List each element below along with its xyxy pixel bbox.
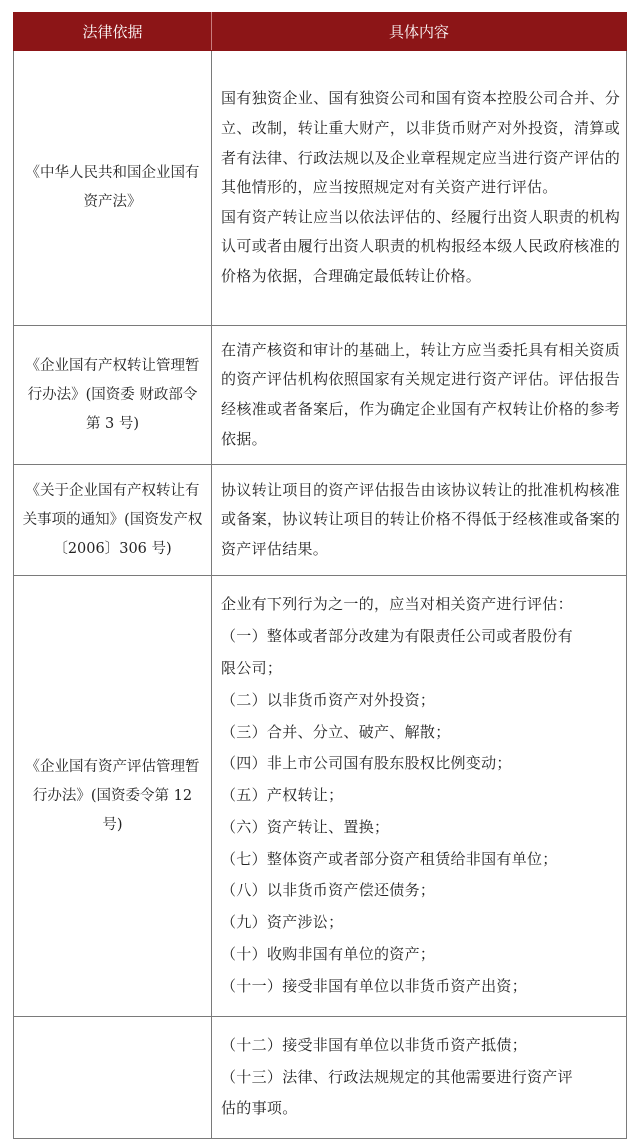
- row-basis: 《关于企业国有产权转让有关事项的通知》(国资发产权〔2006〕306 号): [14, 465, 212, 576]
- content-line: （七）整体资产或者部分资产租赁给非国有单位；: [221, 849, 558, 868]
- table-row: [14, 326, 627, 465]
- table-header-row: [14, 13, 627, 51]
- row-basis: 《企业国有资产评估管理暂行办法》(国资委令第 12 号): [14, 576, 212, 1017]
- table: [13, 12, 627, 1139]
- content-paragraph: 国有独资企业、国有独资公司和国有资本控股公司合并、分立、改制，转让重大财产，以非货币财产对外投资，清算或者有法律、行政法规以及企业章程规定应当进行资产评估的其他情形的，应当按照规定对有关资产进行评估。: [221, 89, 620, 197]
- content-paragraph: 协议转让项目的资产评估报告由该协议转让的批准机构核准或备案，协议转让项目的转让价格不得低于经核准或备案的资产评估结果。: [221, 480, 620, 558]
- content-line: （五）产权转让；: [221, 786, 344, 805]
- content-line: （十）收购非国有单位的资产；: [221, 945, 436, 964]
- table-row: [14, 465, 627, 576]
- content-line: （九）资产涉讼；: [221, 913, 344, 932]
- row-basis: 《中华人民共和国企业国有资产法》: [14, 51, 212, 326]
- content-paragraph: 国有资产转让应当以依法评估的、经履行出资人职责的机构认可或者由履行出资人职责的机构报经本级人民政府核准的价格为依据，合理确定最低转让价格。: [221, 207, 620, 285]
- content-line: （十一）接受非国有单位以非货币资产出资；: [221, 976, 528, 995]
- content-line: 限公司；: [221, 658, 283, 677]
- header-content: 具体内容: [212, 13, 627, 51]
- content-line: 估的事项。: [221, 1099, 298, 1118]
- row-content: [212, 1017, 627, 1139]
- row-content: [212, 326, 627, 465]
- content-line: （八）以非货币资产偿还债务；: [221, 881, 436, 900]
- content-paragraph: 在清产核资和审计的基础上，转让方应当委托具有相关资质的资产评估机构依照国家有关规定进行资产评估。评估报告经核准或者备案后，作为确定企业国有产权转让价格的参考依据。: [221, 340, 620, 448]
- row-content: [212, 576, 627, 1017]
- content-line: （六）资产转让、置换；: [221, 817, 390, 836]
- row-content: [212, 51, 627, 326]
- content-line: （十三）法律、行政法规规定的其他需要进行资产评: [221, 1067, 573, 1086]
- content-line: （三）合并、分立、破产、解散；: [221, 722, 451, 741]
- table-row: [14, 51, 627, 326]
- row-content: [212, 465, 627, 576]
- header-legal-basis: 法律依据: [14, 13, 212, 51]
- content-line: （一）整体或者部分改建为有限责任公司或者股份有: [221, 627, 573, 646]
- row-basis-empty: [14, 1017, 212, 1139]
- content-line: （四）非上市公司国有股东股权比例变动；: [221, 754, 512, 773]
- legal-basis-table: [13, 12, 627, 1139]
- content-line: （二）以非货币资产对外投资；: [221, 690, 436, 709]
- table-row: [14, 1017, 627, 1139]
- content-line: （十二）接受非国有单位以非货币资产抵债；: [221, 1035, 528, 1054]
- content-line: 企业有下列行为之一的，应当对相关资产进行评估：: [221, 595, 573, 614]
- table-row: [14, 576, 627, 1017]
- row-basis: 《企业国有产权转让管理暂行办法》(国资委 财政部令第 3 号): [14, 326, 212, 465]
